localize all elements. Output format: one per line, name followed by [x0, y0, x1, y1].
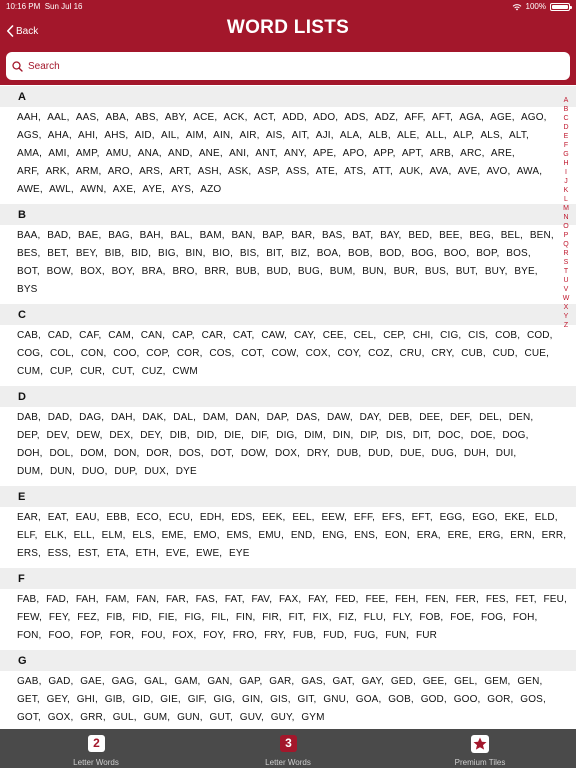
word-line: DUM, DUN, DUO, DUP, DUX, DYE [17, 466, 197, 477]
section-letter: B [18, 209, 26, 221]
section-header-e [0, 486, 576, 507]
index-letter-h[interactable]: H [563, 160, 569, 167]
index-letter-q[interactable]: Q [563, 241, 569, 248]
status-right [512, 2, 570, 11]
wifi-icon [512, 3, 522, 11]
index-letter-n[interactable]: N [563, 214, 569, 221]
index-letter-v[interactable]: V [563, 286, 569, 293]
word-line: AMA, AMI, AMP, AMU, ANA, AND, ANE, ANI, ANT, ANY, APE, APO, APP, APT, ARB, ARC, ARE, [17, 148, 515, 159]
word-line: GET, GEY, GHI, GIB, GID, GIE, GIF, GIG, GIN, GIS, GIT, GNU, GOA, GOB, GOD, GOO, GOR, GOS, [17, 694, 546, 705]
word-line: CAB, CAD, CAF, CAM, CAN, CAP, CAR, CAT, CAW, CAY, CEE, CEL, CEP, CHI, CIG, CIS, COB, COD, [17, 330, 553, 341]
back-label: Back [16, 25, 39, 37]
section-header-c [0, 304, 576, 325]
section-words-b [0, 225, 556, 304]
word-line: DAB, DAD, DAG, DAH, DAK, DAL, DAM, DAN, DAP, DAS, DAW, DAY, DEB, DEE, DEF, DEL, DEN, [17, 412, 534, 423]
tab-2-letter-words[interactable] [46, 729, 146, 768]
section-header-d [0, 386, 576, 407]
section-header-g [0, 650, 576, 671]
tab-bar [0, 729, 576, 768]
word-line: ELF, ELK, ELL, ELM, ELS, EME, EMO, EMS, EMU, END, ENG, ENS, EON, ERA, ERE, ERG, ERN, ERR, [17, 530, 567, 541]
word-line: DEP, DEV, DEW, DEX, DEY, DIB, DID, DIE, DIF, DIG, DIM, DIN, DIP, DIS, DIT, DOC, DOE, DOG, [17, 430, 529, 441]
word-line: BES, BET, BEY, BIB, BID, BIG, BIN, BIO, BIS, BIT, BIZ, BOA, BOB, BOD, BOG, BOO, BOP, BOS, [17, 248, 531, 259]
section-words-g [0, 671, 556, 729]
index-letter-l[interactable]: L [564, 196, 568, 203]
index-letter-w[interactable]: W [562, 295, 570, 302]
section-header-b [0, 204, 576, 225]
index-letter-f[interactable]: F [563, 142, 569, 149]
battery-percent: 100% [525, 2, 546, 11]
word-line: FON, FOO, FOP, FOR, FOU, FOX, FOY, FRO, FRY, FUB, FUD, FUG, FUN, FUR [17, 630, 437, 641]
index-letter-c[interactable]: C [563, 115, 569, 122]
search-input[interactable] [28, 61, 548, 72]
word-line: AGS, AHA, AHI, AHS, AID, AIL, AIM, AIN, AIR, AIS, AIT, AJI, ALA, ALB, ALE, ALL, ALP, ALS, ALT, [17, 130, 529, 141]
star-icon [471, 735, 489, 753]
index-letter-m[interactable]: M [563, 205, 569, 212]
tab-label: Premium Tiles [454, 758, 506, 767]
tab-badge-3: 3 [280, 735, 297, 752]
index-letter-z[interactable]: Z [563, 322, 569, 329]
index-letter-u[interactable]: U [563, 277, 569, 284]
index-letter-p[interactable]: P [563, 232, 569, 239]
word-line: AWE, AWL, AWN, AXE, AYE, AYS, AZO [17, 184, 222, 195]
header-bar [0, 0, 576, 85]
word-line: BAA, BAD, BAE, BAG, BAH, BAL, BAM, BAN, BAP, BAR, BAS, BAT, BAY, BED, BEE, BEG, BEL, BEN, [17, 230, 554, 241]
tab-premium-tiles[interactable] [430, 729, 530, 768]
index-letter-k[interactable]: K [563, 187, 569, 194]
section-letter: F [18, 573, 25, 585]
index-letter-s[interactable]: S [563, 259, 569, 266]
word-line: BYS [17, 284, 38, 295]
tab-label: Letter Words [73, 758, 119, 767]
section-words-f [0, 589, 567, 650]
index-letter-d[interactable]: D [563, 124, 569, 131]
section-letter: G [18, 655, 27, 667]
word-list[interactable] [0, 86, 576, 729]
section-words-d [0, 407, 556, 486]
section-letter: C [18, 309, 26, 321]
section-words-a [0, 107, 556, 204]
index-letter-b[interactable]: B [563, 106, 569, 113]
section-letter: A [18, 91, 26, 103]
section-words-e [0, 507, 567, 568]
status-bar [0, 0, 576, 14]
section-letter: E [18, 491, 26, 503]
index-letter-i[interactable]: I [565, 169, 567, 176]
index-letter-r[interactable]: R [563, 250, 569, 257]
index-letter-t[interactable]: T [563, 268, 569, 275]
word-line: BOT, BOW, BOX, BOY, BRA, BRO, BRR, BUB, BUD, BUG, BUM, BUN, BUR, BUS, BUT, BUY, BYE, [17, 266, 538, 277]
word-line: GAB, GAD, GAE, GAG, GAL, GAM, GAN, GAP, GAR, GAS, GAT, GAY, GED, GEE, GEL, GEM, GEN, [17, 676, 543, 687]
index-letter-a[interactable]: A [563, 97, 569, 104]
index-letter-e[interactable]: E [563, 133, 569, 140]
word-line: CUM, CUP, CUR, CUT, CUZ, CWM [17, 366, 198, 377]
word-line: FEW, FEY, FEZ, FIB, FID, FIE, FIG, FIL, FIN, FIR, FIT, FIX, FIZ, FLU, FLY, FOB, FOE, FOG, FOH, [17, 612, 538, 623]
index-letter-j[interactable]: J [564, 178, 568, 185]
search-icon [12, 61, 23, 72]
tab-label: Letter Words [265, 758, 311, 767]
section-header-f [0, 568, 576, 589]
word-line: ARF, ARK, ARM, ARO, ARS, ART, ASH, ASK, ASP, ASS, ATE, ATS, ATT, AUK, AVA, AVE, AVO, AWA, [17, 166, 543, 177]
index-letter-g[interactable]: G [563, 151, 569, 158]
word-line: GOT, GOX, GRR, GUL, GUM, GUN, GUT, GUV, GUY, GYM [17, 712, 325, 723]
section-header-a [0, 86, 576, 107]
index-letter-x[interactable]: X [563, 304, 569, 311]
index-letter-y[interactable]: Y [563, 313, 569, 320]
section-words-c [0, 325, 556, 386]
word-line: COG, COL, CON, COO, COP, COR, COS, COT, COW, COX, COY, COZ, CRU, CRY, CUB, CUD, CUE, [17, 348, 549, 359]
tab-3-letter-words[interactable] [238, 729, 338, 768]
tab-badge-2: 2 [88, 735, 105, 752]
status-time-date: 10:16 PM Sun Jul 16 [6, 2, 83, 11]
index-letter-o[interactable]: O [563, 223, 569, 230]
word-line: EAR, EAT, EAU, EBB, ECO, ECU, EDH, EDS, EEK, EEL, EEW, EFF, EFS, EFT, EGG, EGO, EKE, ELD, [17, 512, 558, 523]
word-line: FAB, FAD, FAH, FAM, FAN, FAR, FAS, FAT, FAV, FAX, FAY, FED, FEE, FEH, FEN, FER, FES, FET, FEU, [17, 594, 567, 605]
word-line: AAH, AAL, AAS, ABA, ABS, ABY, ACE, ACK, ACT, ADD, ADO, ADS, ADZ, AFF, AFT, AGA, AGE, AGO, [17, 112, 547, 123]
alphabet-index[interactable] [560, 96, 572, 330]
search-bar[interactable] [6, 52, 570, 80]
battery-icon [550, 3, 570, 11]
page-title: WORD LISTS [226, 17, 350, 38]
section-letter: D [18, 391, 26, 403]
word-line: DOH, DOL, DOM, DON, DOR, DOS, DOT, DOW, DOX, DRY, DUB, DUD, DUE, DUG, DUH, DUI, [17, 448, 517, 459]
word-line: ERS, ESS, EST, ETA, ETH, EVE, EWE, EYE [17, 548, 250, 559]
